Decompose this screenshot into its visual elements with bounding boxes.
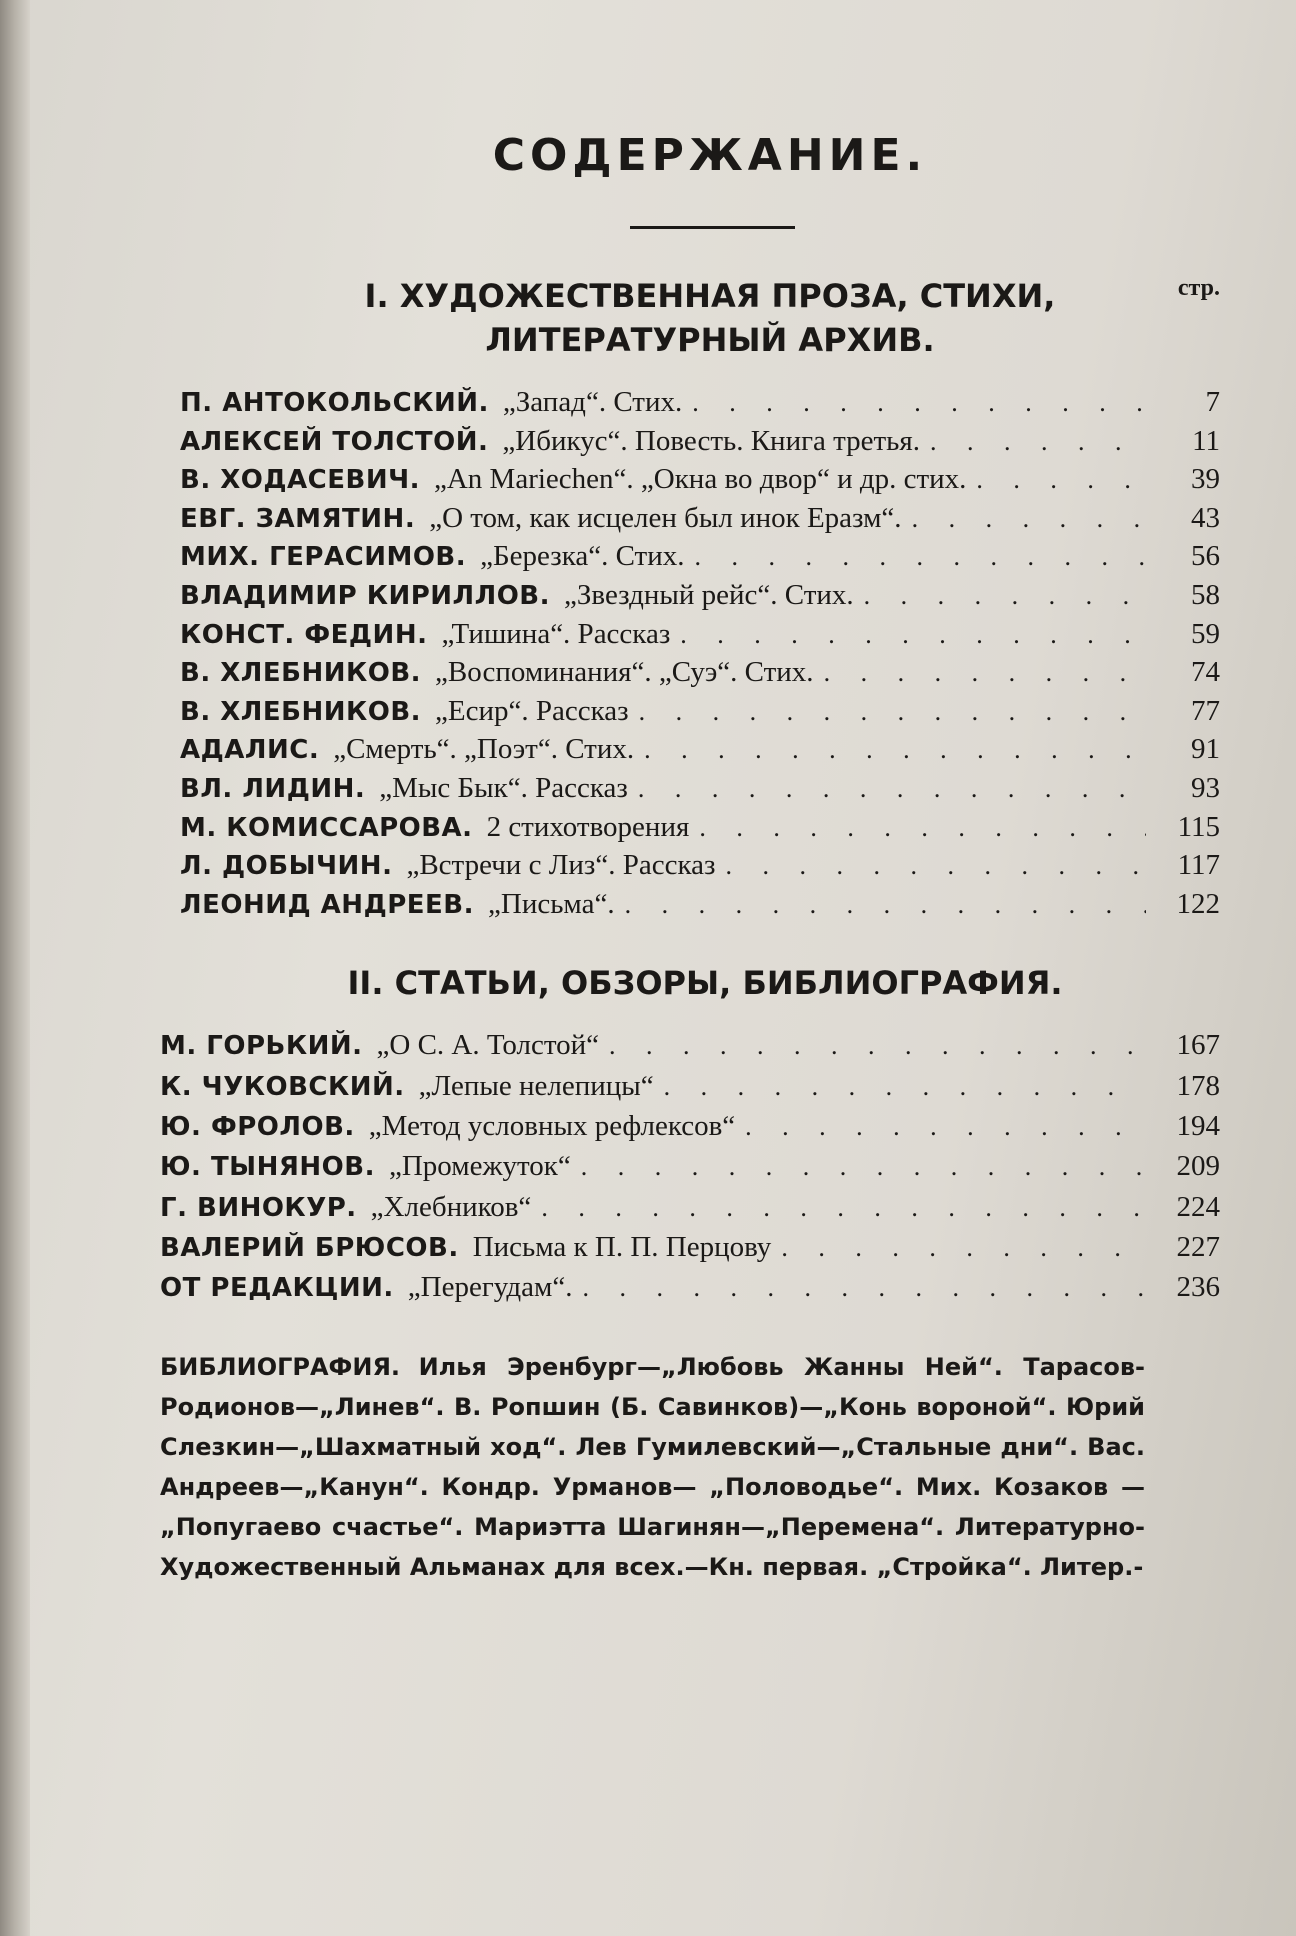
dot-leader [824, 658, 1146, 688]
toc-entry [180, 579, 1220, 618]
entry-work: „Тишина“. Рассказ [441, 617, 671, 650]
entry-author: В. ХЛЕБНИКОВ. [180, 658, 422, 689]
dot-leader [912, 504, 1146, 534]
toc-entry [180, 811, 1220, 850]
dot-leader [930, 427, 1146, 457]
toc-entry [180, 618, 1220, 657]
entry-work: „Звездный рейс“. Стих. [564, 578, 854, 611]
bibliography-paragraph [160, 1347, 1145, 1587]
entry-author: КОНСТ. ФЕДИН. [180, 619, 428, 650]
entry-author: ЕВГ. ЗАМЯТИН. [180, 503, 416, 534]
entry-work: „Промежуток“ [388, 1150, 571, 1183]
entry-work: Письма к П. П. Перцову [472, 1230, 772, 1263]
entry-page: 194 [1176, 1109, 1220, 1142]
section-2-entries [160, 1029, 1220, 1311]
dot-leader [581, 1152, 1146, 1182]
toc-entry [160, 1029, 1220, 1069]
dot-leader [664, 1072, 1146, 1102]
entry-page: 236 [1176, 1271, 1220, 1304]
entry-page: 58 [1191, 578, 1220, 611]
entry-author: АЛЕКСЕЙ ТОЛСТОЙ. [180, 426, 489, 457]
entry-page: 43 [1191, 501, 1220, 534]
dot-leader [644, 735, 1146, 765]
entry-work: „Березка“. Стих. [480, 540, 685, 573]
entry-work: „Мыс Бык“. Рассказ [379, 771, 628, 804]
entry-author: П. АНТОКОЛЬСКИЙ. [180, 388, 489, 418]
bibliography-label: БИБЛИОГРАФИЯ. [160, 1353, 401, 1382]
toc-entry [180, 849, 1220, 888]
section-1-heading [160, 274, 1220, 362]
entry-work: „An Mariechen“. „Окна во двор“ и др. стих. [433, 463, 967, 496]
entry-work: „Перегудам“. [407, 1271, 573, 1304]
toc-entry [180, 772, 1220, 811]
section-1-entries [160, 386, 1220, 926]
entry-author: М. ГОРЬКИЙ. [160, 1031, 363, 1062]
dot-leader [976, 465, 1146, 495]
entry-page: 93 [1191, 771, 1220, 804]
entry-author: Ю. ФРОЛОВ. [160, 1111, 355, 1142]
entry-work: „О С. А. Толстой“ [376, 1029, 600, 1062]
entry-author: М. КОМИССАРОВА. [180, 812, 473, 843]
page-title: СОДЕРЖАНИЕ. [492, 130, 928, 181]
entry-page: 209 [1176, 1150, 1220, 1183]
toc-entry [180, 463, 1220, 502]
page-binding-edge [0, 0, 30, 1936]
toc-entry [160, 1231, 1220, 1271]
toc-entry [180, 888, 1220, 927]
entry-work: „Есир“. Рассказ [435, 694, 629, 727]
entry-page: 115 [1177, 810, 1220, 843]
toc-entry [160, 1271, 1220, 1311]
entry-page: 117 [1177, 849, 1220, 882]
toc-entry [180, 733, 1220, 772]
section-2 [160, 961, 1220, 1311]
entry-page: 56 [1191, 540, 1220, 573]
entry-author: ЛЕОНИД АНДРЕЕВ. [180, 889, 474, 920]
entry-work: „Воспоминания“. „Суэ“. Стих. [435, 656, 814, 689]
entry-page: 77 [1191, 694, 1220, 727]
entry-work: „Смерть“. „Поэт“. Стих. [333, 733, 635, 766]
toc-entry [180, 425, 1220, 464]
entry-author: К. ЧУКОВСКИЙ. [160, 1071, 405, 1102]
section-1-heading-line-2: ЛИТЕРАТУРНЫЙ АРХИВ. [485, 321, 935, 359]
page-column-label: стр. [1177, 275, 1220, 301]
dot-leader [639, 697, 1146, 727]
table-of-contents [160, 130, 1220, 1587]
dot-leader [583, 1273, 1147, 1303]
toc-entry [180, 386, 1220, 425]
entry-work: „О том, как исцелен был инок Еразм“. [429, 501, 902, 534]
entry-work: „Метод условных рефлексов“ [368, 1109, 736, 1142]
dot-leader [781, 1233, 1146, 1263]
dot-leader [699, 813, 1146, 843]
section-2-heading: II. СТАТЬИ, ОБЗОРЫ, БИБЛИОГРАФИЯ. [347, 964, 1063, 1003]
dot-leader [680, 620, 1146, 650]
entry-work: 2 стихотворения [486, 810, 690, 843]
entry-page: 59 [1191, 617, 1220, 650]
toc-entry [160, 1070, 1220, 1110]
title-divider [630, 226, 795, 229]
toc-entry [160, 1110, 1220, 1150]
toc-entry [180, 540, 1220, 579]
entry-work: „Хлебников“ [370, 1190, 532, 1223]
toc-entry [160, 1150, 1220, 1190]
toc-entry [160, 1191, 1220, 1231]
dot-leader [609, 1031, 1146, 1061]
entry-author: В. ХОДАСЕВИЧ. [180, 465, 420, 496]
entry-author: Г. ВИНОКУР. [160, 1192, 357, 1223]
bibliography-text: Илья Эренбург—„Любовь Жанны Ней“. Тарасов-Родионов—„Линев“. В. Ропшин (Б. Савинков)—„Конь вороной“. Юрий Слезкин—„Шахматный ход“. Лев Гумилевский—„Стальные дни“. Вас. Андреев—„Канун“. Кондр. Урманов— „Половодье“. Мих. Козаков — „Попугаево счастье“. Мариэтта Шагинян—„Перемена“. Литературно-Художественный Альманах для всех.—Кн. первая. „Стройка“. Литер.- [160, 1353, 1145, 1582]
dot-leader [625, 890, 1146, 920]
entry-page: 39 [1191, 463, 1220, 496]
entry-work: „Запад“. Стих. [502, 386, 683, 418]
entry-author: В. ХЛЕБНИКОВ. [180, 696, 422, 727]
section-1-heading-line-1: I. ХУДОЖЕСТВЕННАЯ ПРОЗА, СТИХИ, [364, 277, 1056, 315]
entry-page: 7 [1205, 386, 1220, 418]
entry-page: 11 [1192, 424, 1220, 457]
entry-page: 224 [1176, 1190, 1220, 1223]
entry-work: „Ибикус“. Повесть. Книга третья. [502, 424, 921, 457]
entry-author: Ю. ТЫНЯНОВ. [160, 1152, 375, 1183]
entry-author: Л. ДОБЫЧИН. [180, 851, 393, 882]
entry-page: 167 [1176, 1029, 1220, 1062]
entry-work: „Письма“. [488, 887, 615, 920]
section-1 [160, 274, 1220, 926]
dot-leader [864, 581, 1146, 611]
toc-entry [180, 695, 1220, 734]
dot-leader [541, 1193, 1146, 1223]
toc-entry [180, 656, 1220, 695]
dot-leader [638, 774, 1146, 804]
entry-author: АДАЛИС. [180, 735, 320, 766]
dot-leader [695, 542, 1147, 572]
toc-entry [180, 502, 1220, 541]
entry-author: ВЛАДИМИР КИРИЛЛОВ. [180, 580, 551, 611]
entry-work: „Лепые нелепицы“ [418, 1069, 654, 1102]
entry-page: 227 [1176, 1230, 1220, 1263]
entry-page: 178 [1176, 1069, 1220, 1102]
entry-author: МИХ. ГЕРАСИМОВ. [180, 542, 467, 573]
entry-author: ВЛ. ЛИДИН. [180, 773, 366, 804]
dot-leader [745, 1112, 1146, 1142]
dot-leader [692, 388, 1146, 418]
entry-page: 122 [1176, 887, 1220, 920]
entry-author: ОТ РЕДАКЦИИ. [160, 1273, 394, 1304]
entry-work: „Встречи с Лиз“. Рассказ [406, 849, 716, 882]
entry-author: ВАЛЕРИЙ БРЮСОВ. [160, 1232, 459, 1263]
entry-page: 91 [1191, 733, 1220, 766]
dot-leader [725, 851, 1146, 881]
entry-page: 74 [1191, 656, 1220, 689]
